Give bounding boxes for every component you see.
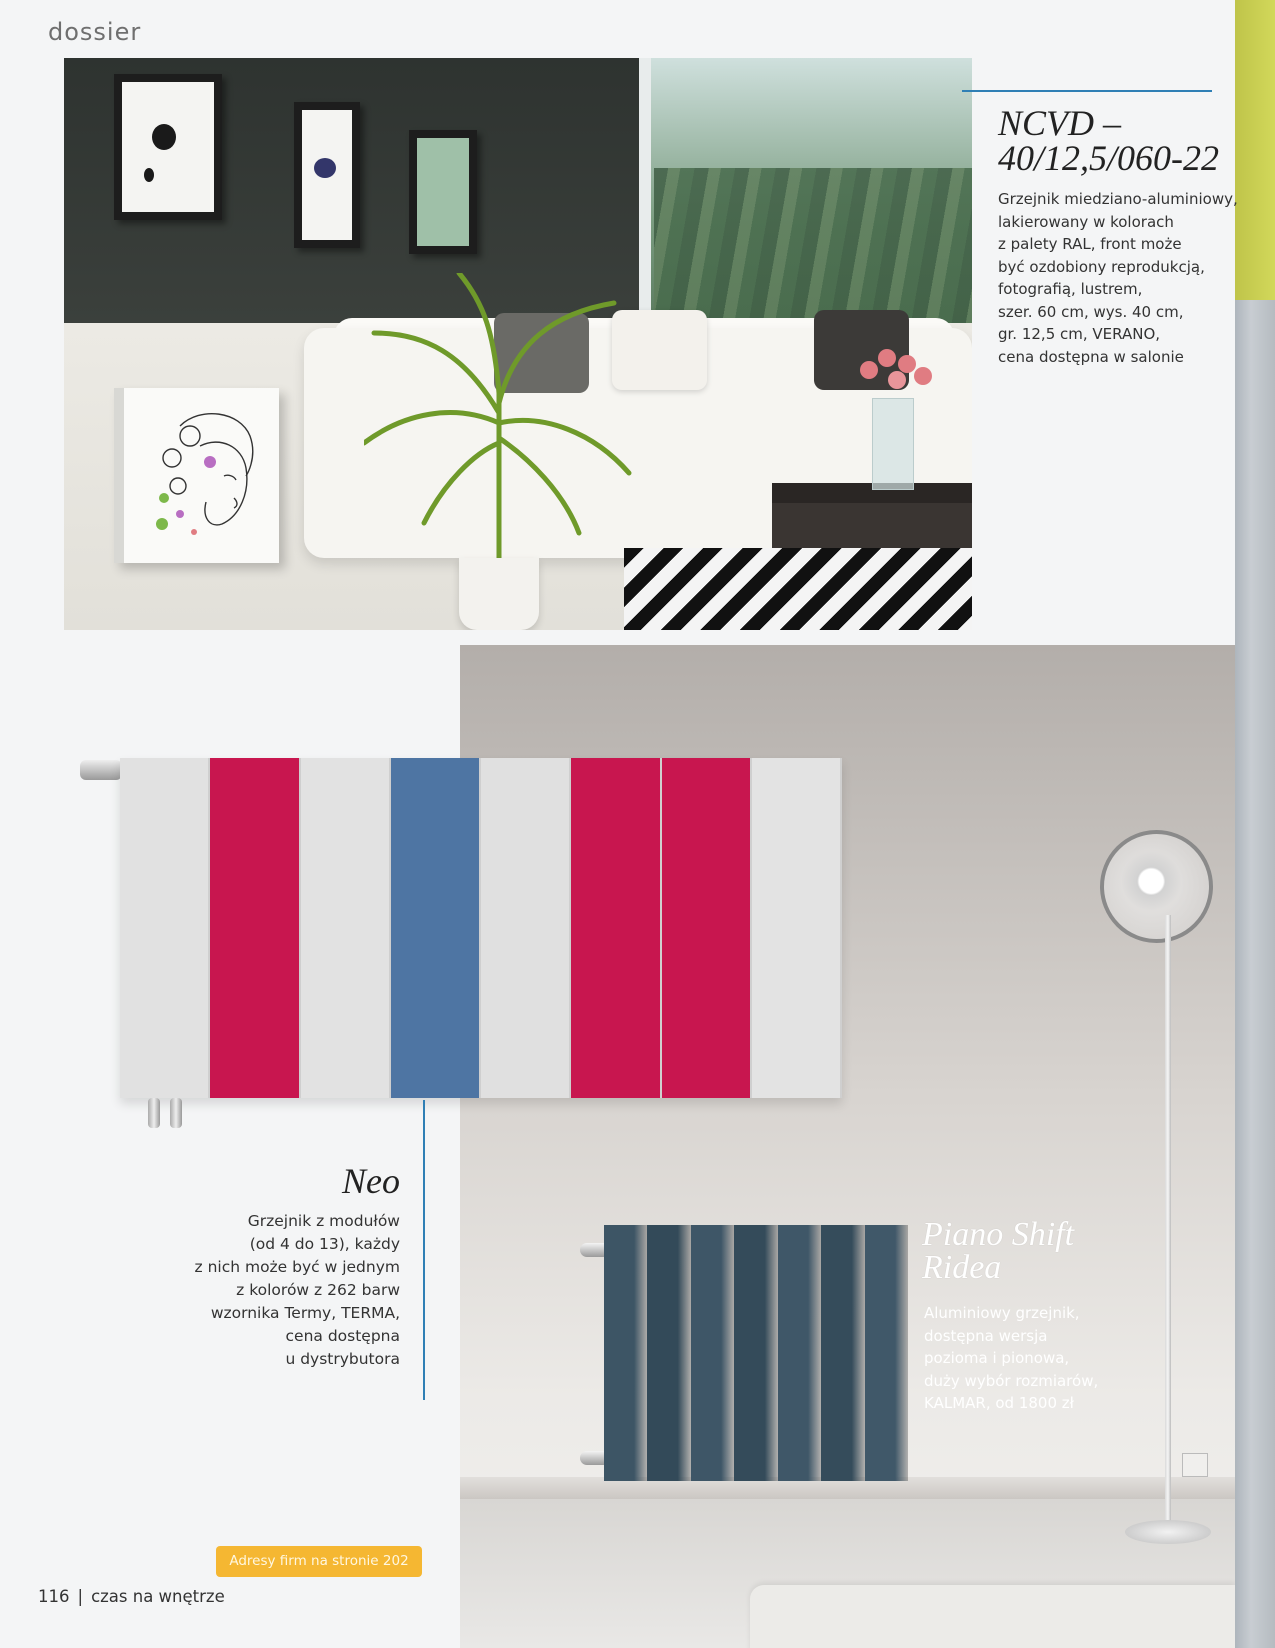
tulips [854,343,934,403]
magazine-name: czas na wnętrze [91,1587,225,1606]
wall-picture-2 [294,102,360,248]
address-note-badge: Adresy firm na stronie 202 [216,1546,422,1577]
wall-picture-1 [114,74,222,220]
ncvd-radiator-art [114,388,279,563]
neo-module [571,758,661,1098]
floor-lamp-base [1125,1520,1211,1544]
page-number: 116 [38,1587,70,1606]
ncvd-accent-rule [962,90,1212,92]
neo-module [481,758,571,1098]
piano-fin [647,1225,690,1481]
page-footer [38,1587,225,1606]
piano-shift-radiator [604,1225,908,1481]
woman-portrait-art [150,406,260,546]
neo-module [210,758,300,1098]
footer-separator: | [77,1587,84,1606]
neo-module [301,758,391,1098]
neo-module [120,758,210,1098]
plant-pot [459,558,539,630]
ncvd-description: Grzejnik miedziano-aluminiowy, lakierowany w kolorach z palety RAL, front może być ozdobiony reprodukcją, fotografią, lustrem, szer. 60 cm, wys. 40 cm, gr. 12,5 cm, VERANO, cena dostępna w salonie [998,190,1238,366]
rug [750,1585,1235,1648]
glass-vase [872,398,914,490]
piano-fin [604,1225,647,1481]
neo-module [752,758,842,1098]
floor-lamp-head [1100,830,1213,943]
spine-accent [1235,0,1275,300]
neo-title: Neo [342,1161,400,1201]
wall-picture-3 [409,130,477,254]
neo-valve-top [80,760,122,780]
neo-valve-bottom [144,1098,190,1136]
wall-socket [1182,1453,1208,1477]
neo-module [391,758,481,1098]
section-label: dossier [48,18,142,46]
living-room-photo [64,58,972,630]
neo-radiator [120,758,842,1098]
striped-rug [624,548,972,630]
piano-shift-description: Aluminiowy grzejnik, dostępna wersja pozioma i pionowa, duży wybór rozmiarów, KALMAR, od 1800 zł [924,1304,1099,1412]
piano-fin [865,1225,908,1481]
piano-fin [734,1225,777,1481]
piano-fin [691,1225,734,1481]
neo-accent-rule [423,1100,425,1400]
piano-shift-title: Piano Shift Ridea [922,1216,1075,1286]
ncvd-title: NCVD – 40/12,5/060-22 [998,103,1219,178]
piano-fin [778,1225,821,1481]
neo-description: Grzejnik z modułów (od 4 do 13), każdy z nich może być w jednym z kolorów z 262 barw wzornika Termy, TERMA, cena dostępna u dystrybutora [194,1212,400,1368]
neo-module [662,758,752,1098]
palm-plant [364,273,634,573]
piano-fin [821,1225,864,1481]
